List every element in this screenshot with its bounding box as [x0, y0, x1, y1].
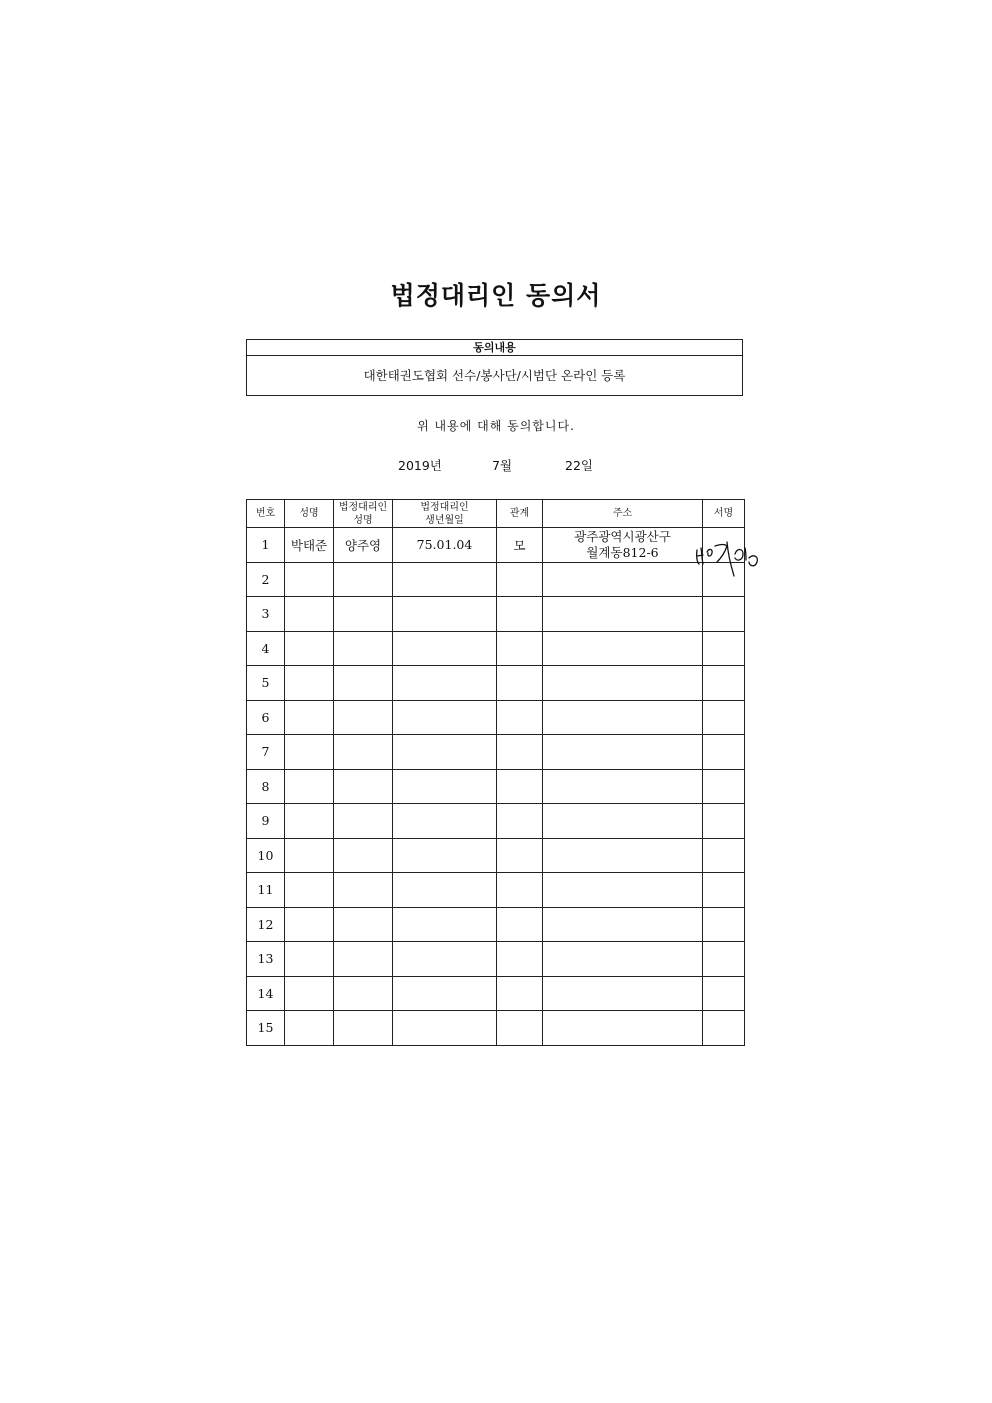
- cell-name: [285, 700, 334, 735]
- header-signature: 서명: [703, 500, 745, 528]
- cell-guardian-birth: [393, 907, 497, 942]
- cell-number: 10: [247, 838, 285, 873]
- cell-relation: [497, 735, 543, 770]
- cell-guardian-birth: [393, 1011, 497, 1046]
- cell-address: [543, 735, 703, 770]
- cell-relation: [497, 666, 543, 701]
- cell-signature: [703, 631, 745, 666]
- cell-guardian-name: [334, 597, 393, 632]
- cell-name: [285, 666, 334, 701]
- cell-guardian-birth: [393, 873, 497, 908]
- table-row: [247, 666, 745, 701]
- cell-address: 광주광역시광산구 월계동812-6: [543, 528, 703, 563]
- cell-address: [543, 666, 703, 701]
- cell-name: [285, 735, 334, 770]
- cell-guardian-birth: [393, 804, 497, 839]
- cell-name: [285, 1011, 334, 1046]
- date-year: 2019년: [398, 458, 442, 473]
- table-header-row: [247, 500, 745, 528]
- date-month: 7월: [492, 458, 513, 473]
- cell-guardian-birth: [393, 735, 497, 770]
- cell-address: [543, 597, 703, 632]
- cell-signature: [703, 769, 745, 804]
- cell-signature: [703, 597, 745, 632]
- table-row: [247, 907, 745, 942]
- guardian-table: [246, 499, 745, 1046]
- cell-guardian-birth: [393, 631, 497, 666]
- table-row: [247, 631, 745, 666]
- cell-address: [543, 631, 703, 666]
- cell-signature: [703, 976, 745, 1011]
- page-title: 법정대리인 동의서: [390, 281, 602, 310]
- cell-number: 1: [247, 528, 285, 563]
- date-day: 22일: [565, 458, 593, 473]
- cell-relation: [497, 907, 543, 942]
- cell-name: [285, 873, 334, 908]
- agree-statement: 위 내용에 대해 동의합니다.: [417, 419, 575, 433]
- header-number: 번호: [247, 500, 285, 528]
- cell-guardian-name: 양주영: [334, 528, 393, 563]
- cell-address: [543, 976, 703, 1011]
- header-name: 성명: [285, 500, 334, 528]
- consent-header: 동의내용: [247, 340, 742, 356]
- cell-guardian-name: [334, 666, 393, 701]
- table-body: [247, 528, 745, 1046]
- table-row: [247, 562, 745, 597]
- cell-number: 3: [247, 597, 285, 632]
- cell-name: [285, 976, 334, 1011]
- cell-signature: [703, 562, 745, 597]
- cell-relation: [497, 562, 543, 597]
- cell-signature: [703, 804, 745, 839]
- cell-signature: [703, 666, 745, 701]
- cell-guardian-birth: [393, 666, 497, 701]
- cell-name: [285, 907, 334, 942]
- cell-signature: [703, 735, 745, 770]
- cell-guardian-name: [334, 700, 393, 735]
- cell-number: 13: [247, 942, 285, 977]
- cell-number: 5: [247, 666, 285, 701]
- table-row: [247, 528, 745, 563]
- cell-relation: [497, 700, 543, 735]
- cell-relation: [497, 838, 543, 873]
- consent-body: 대한태권도협회 선수/봉사단/시범단 온라인 등록: [363, 368, 626, 383]
- cell-guardian-birth: [393, 597, 497, 632]
- cell-number: 8: [247, 769, 285, 804]
- cell-number: 12: [247, 907, 285, 942]
- cell-relation: [497, 804, 543, 839]
- cell-signature: [703, 838, 745, 873]
- cell-guardian-name: [334, 976, 393, 1011]
- cell-signature: [703, 700, 745, 735]
- cell-signature: [703, 528, 745, 563]
- cell-number: 14: [247, 976, 285, 1011]
- cell-guardian-birth: [393, 838, 497, 873]
- cell-signature: [703, 1011, 745, 1046]
- cell-relation: [497, 597, 543, 632]
- cell-relation: [497, 873, 543, 908]
- cell-guardian-name: [334, 735, 393, 770]
- table-row: [247, 942, 745, 977]
- cell-name: [285, 597, 334, 632]
- cell-guardian-birth: [393, 769, 497, 804]
- header-address: 주소: [543, 500, 703, 528]
- cell-relation: [497, 942, 543, 977]
- cell-guardian-name: [334, 907, 393, 942]
- cell-guardian-name: [334, 631, 393, 666]
- cell-signature: [703, 942, 745, 977]
- cell-number: 9: [247, 804, 285, 839]
- cell-guardian-name: [334, 1011, 393, 1046]
- cell-address: [543, 700, 703, 735]
- cell-relation: [497, 631, 543, 666]
- cell-address: [543, 873, 703, 908]
- cell-relation: [497, 769, 543, 804]
- cell-relation: 모: [497, 528, 543, 563]
- cell-address: [543, 769, 703, 804]
- cell-relation: [497, 976, 543, 1011]
- cell-name: [285, 804, 334, 839]
- cell-number: 15: [247, 1011, 285, 1046]
- cell-name: 박태준: [285, 528, 334, 563]
- cell-guardian-birth: [393, 942, 497, 977]
- cell-guardian-name: [334, 769, 393, 804]
- table-row: [247, 804, 745, 839]
- table-row: [247, 735, 745, 770]
- cell-address: [543, 1011, 703, 1046]
- cell-guardian-name: [334, 873, 393, 908]
- header-guardian-name: 법정대리인 성명: [334, 500, 393, 528]
- table-row: [247, 976, 745, 1011]
- cell-name: [285, 769, 334, 804]
- cell-guardian-birth: [393, 562, 497, 597]
- header-guardian-birth: 법정대리인 생년월일: [393, 500, 497, 528]
- table-row: [247, 838, 745, 873]
- cell-number: 11: [247, 873, 285, 908]
- cell-guardian-birth: 75.01.04: [393, 528, 497, 563]
- cell-guardian-name: [334, 942, 393, 977]
- table-row: [247, 700, 745, 735]
- cell-address: [543, 562, 703, 597]
- cell-address: [543, 942, 703, 977]
- cell-number: 6: [247, 700, 285, 735]
- cell-guardian-birth: [393, 700, 497, 735]
- table-row: [247, 1011, 745, 1046]
- cell-name: [285, 942, 334, 977]
- cell-guardian-name: [334, 804, 393, 839]
- cell-address: [543, 907, 703, 942]
- cell-address: [543, 804, 703, 839]
- header-relation: 관계: [497, 500, 543, 528]
- table-row: [247, 769, 745, 804]
- cell-number: 7: [247, 735, 285, 770]
- cell-guardian-name: [334, 838, 393, 873]
- table-row: [247, 597, 745, 632]
- cell-name: [285, 562, 334, 597]
- cell-signature: [703, 873, 745, 908]
- cell-number: 2: [247, 562, 285, 597]
- cell-relation: [497, 1011, 543, 1046]
- cell-name: [285, 631, 334, 666]
- table-row: [247, 873, 745, 908]
- cell-guardian-birth: [393, 976, 497, 1011]
- cell-name: [285, 838, 334, 873]
- cell-address: [543, 838, 703, 873]
- cell-number: 4: [247, 631, 285, 666]
- cell-guardian-name: [334, 562, 393, 597]
- consent-content-box: [246, 339, 743, 396]
- cell-signature: [703, 907, 745, 942]
